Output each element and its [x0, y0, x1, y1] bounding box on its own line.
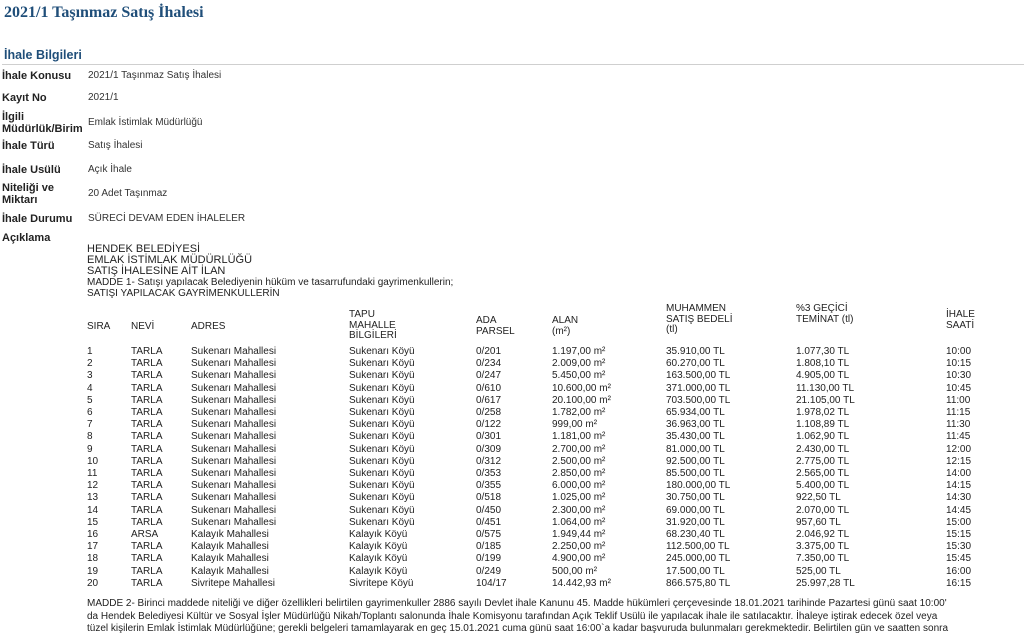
info-label: İhale Usülü — [2, 164, 61, 176]
table-cell-alan: 6.000,00 m² — [552, 480, 606, 492]
footer-line: da Hendek Belediyesi Kültür ve Sosyal İşler Müdürlüğü Nikah/Toplantı salonunda İhale Komisyonu tarafından Açık Teklif Usülü ile yapılacak ihale ile satılacaktır. İhaleye iştirak edecek özel veya — [87, 610, 938, 622]
table-cell-bedel: 112.500,00 TL — [666, 541, 730, 553]
table-cell-adres: Sukenarı Mahallesi — [191, 468, 277, 479]
table-cell-saat: 11:00 — [946, 394, 971, 406]
table-cell-ada: 0/575 — [476, 529, 502, 540]
table-row — [87, 358, 997, 370]
table-cell-tapu: Sukenarı Köyü — [349, 468, 415, 479]
table-cell-adres: Sukenarı Mahallesi — [191, 516, 277, 528]
table-cell-ada: 0/312 — [476, 455, 502, 467]
table-cell-alan: 14.442,93 m² — [552, 577, 611, 589]
info-value: Emlak İstimlak Müdürlüğü — [88, 117, 203, 128]
table-row — [87, 468, 997, 480]
table-cell-nevi: TARLA — [131, 358, 163, 370]
table-cell-alan: 1.064,00 m² — [552, 516, 606, 528]
table-cell-ada: 0/199 — [476, 553, 502, 565]
table-cell-nevi: TARLA — [131, 468, 163, 479]
col-header-teminat: %3 GEÇİCİ TEMİNAT (tl) — [796, 303, 854, 325]
table-cell-ada: 0/201 — [476, 346, 502, 357]
table-cell-ada: 0/610 — [476, 382, 502, 394]
table-cell-tapu: Sukenarı Köyü — [349, 346, 415, 357]
table-cell-tapu: Kalayık Köyü — [349, 553, 408, 565]
table-cell-alan: 2.500,00 m² — [552, 455, 606, 467]
info-value: 2021/1 Taşınmaz Satış İhalesi — [88, 70, 222, 81]
table-cell-ada: 0/185 — [476, 541, 502, 553]
table-cell-tapu: Sukenarı Köyü — [349, 382, 415, 394]
table-cell-nevi: TARLA — [131, 346, 163, 357]
table-cell-ada: 0/309 — [476, 443, 502, 455]
info-value: Satış İhalesi — [88, 140, 143, 151]
table-row — [87, 517, 997, 529]
table-cell-adres: Sukenarı Mahallesi — [191, 419, 277, 431]
table-cell-teminat: 525,00 TL — [796, 565, 841, 577]
table-cell-saat: 12:00 — [946, 443, 972, 455]
col-header-nevi: NEVİ — [131, 321, 155, 332]
table-cell-tapu: Sukenarı Köyü — [349, 504, 415, 516]
table-cell-bedel: 35.430,00 TL — [666, 431, 725, 443]
table-row — [87, 492, 997, 504]
table-cell-tapu: Sukenarı Köyü — [349, 443, 415, 455]
table-cell-adres: Sivritepe Mahallesi — [191, 577, 275, 589]
table-cell-adres: Sukenarı Mahallesi — [191, 443, 277, 455]
table-cell-teminat: 1.062,90 TL — [796, 431, 850, 443]
table-cell-bedel: 92.500,00 TL — [666, 455, 725, 467]
table-cell-sira: 4 — [87, 382, 93, 394]
table-cell-bedel: 36.963,00 TL — [666, 419, 725, 431]
table-cell-nevi: TARLA — [131, 565, 163, 577]
table-row — [87, 578, 997, 590]
footer-text — [87, 598, 1019, 636]
table-cell-ada: 0/247 — [476, 370, 502, 382]
info-value: 2021/1 — [88, 92, 119, 103]
table-cell-nevi: TARLA — [131, 443, 163, 455]
table-cell-adres: Sukenarı Mahallesi — [191, 382, 277, 394]
table-cell-sira: 8 — [87, 431, 93, 443]
table-cell-alan: 2.009,00 m² — [552, 358, 606, 370]
table-cell-adres: Sukenarı Mahallesi — [191, 346, 277, 357]
description-header-line: EMLAK İSTİMLAK MÜDÜRLÜĞÜ — [87, 254, 253, 266]
table-cell-alan: 1.197,00 m² — [552, 346, 606, 357]
table-cell-adres: Kalayık Mahallesi — [191, 553, 269, 565]
table-cell-adres: Kalayık Mahallesi — [191, 541, 269, 553]
table-cell-saat: 15:15 — [946, 529, 972, 540]
table-cell-sira: 17 — [87, 541, 99, 553]
table-cell-nevi: TARLA — [131, 480, 163, 492]
table-cell-adres: Sukenarı Mahallesi — [191, 455, 277, 467]
table-cell-sira: 20 — [87, 577, 99, 589]
description-header-line: HENDEK BELEDİYESİ — [87, 243, 201, 255]
info-value: Açık İhale — [88, 164, 132, 175]
table-cell-adres: Sukenarı Mahallesi — [191, 492, 277, 504]
info-value: SÜRECİ DEVAM EDEN İHALELER — [88, 213, 246, 224]
table-cell-teminat: 11.130,00 TL — [796, 382, 855, 394]
table-cell-alan: 1.949,44 m² — [552, 529, 606, 540]
table-cell-teminat: 4.905,00 TL — [796, 370, 850, 382]
table-cell-nevi: TARLA — [131, 455, 163, 467]
table-cell-bedel: 35.910,00 TL — [666, 346, 725, 357]
table-cell-sira: 15 — [87, 516, 99, 528]
table-cell-bedel: 703.500,00 TL — [666, 394, 731, 406]
col-header-bedel: MUHAMMEN SATIŞ BEDELİ (tl) — [666, 303, 733, 335]
table-cell-tapu: Sukenarı Köyü — [349, 358, 415, 370]
table-cell-teminat: 2.565,00 TL — [796, 468, 850, 479]
table-cell-sira: 19 — [87, 565, 99, 577]
table-cell-nevi: TARLA — [131, 394, 163, 406]
table-cell-tapu: Sukenarı Köyü — [349, 492, 415, 504]
table-cell-saat: 15:30 — [946, 541, 972, 553]
table-cell-adres: Sukenarı Mahallesi — [191, 370, 277, 382]
table-row — [87, 407, 997, 419]
table-cell-tapu: Sukenarı Köyü — [349, 370, 415, 382]
table-cell-tapu: Kalayık Köyü — [349, 541, 408, 553]
table-cell-adres: Sukenarı Mahallesi — [191, 480, 277, 492]
table-cell-bedel: 31.920,00 TL — [666, 516, 725, 528]
table-cell-tapu: Sukenarı Köyü — [349, 480, 415, 492]
table-cell-sira: 12 — [87, 480, 99, 492]
table-cell-saat: 10:15 — [946, 358, 972, 370]
table-cell-ada: 0/450 — [476, 504, 502, 516]
table-cell-saat: 11:45 — [946, 431, 971, 443]
info-label: İhale Konusu — [2, 70, 72, 82]
table-cell-saat: 11:30 — [946, 419, 971, 431]
table-cell-saat: 14:45 — [946, 504, 972, 516]
table-cell-tapu: Sivritepe Köyü — [349, 577, 414, 589]
table-cell-sira: 18 — [87, 553, 99, 565]
table-cell-bedel: 371.000,00 TL — [666, 382, 731, 394]
table-cell-nevi: TARLA — [131, 553, 163, 565]
description-paragraph-line: SATIŞI YAPILACAK GAYRİMENKULLERİN — [87, 288, 280, 299]
table-cell-bedel: 85.500,00 TL — [666, 468, 725, 479]
table-cell-bedel: 69.000,00 TL — [666, 504, 725, 516]
table-cell-nevi: TARLA — [131, 407, 163, 418]
table-cell-sira: 13 — [87, 492, 99, 504]
table-cell-adres: Kalayık Mahallesi — [191, 529, 269, 540]
table-row — [87, 566, 997, 578]
info-value: 20 Adet Taşınmaz — [88, 188, 168, 199]
info-label: İlgili Müdürlük/Birim — [2, 111, 83, 135]
table-cell-adres: Sukenarı Mahallesi — [191, 358, 277, 370]
table-cell-alan: 2.250,00 m² — [552, 541, 606, 553]
table-row — [87, 346, 997, 358]
table-cell-tapu: Sukenarı Köyü — [349, 516, 415, 528]
page-title: 2021/1 Taşınmaz Satış İhalesi — [4, 4, 204, 21]
info-label: İhale Türü — [2, 140, 55, 152]
table-cell-tapu: Sukenarı Köyü — [349, 394, 415, 406]
table-cell-tapu: Kalayık Köyü — [349, 565, 408, 577]
info-label: İhale Durumu — [2, 213, 73, 225]
table-cell-ada: 0/249 — [476, 565, 502, 577]
table-cell-ada: 0/234 — [476, 358, 502, 370]
table-cell-sira: 3 — [87, 370, 93, 382]
table-cell-teminat: 1.808,10 TL — [796, 358, 850, 370]
table-cell-ada: 0/617 — [476, 394, 502, 406]
table-cell-saat: 14:00 — [946, 468, 972, 479]
table-cell-saat: 10:30 — [946, 370, 972, 382]
table-cell-bedel: 180.000,00 TL — [666, 480, 731, 492]
table-cell-teminat: 3.375,00 TL — [796, 541, 850, 553]
col-header-adres: ADRES — [191, 321, 226, 332]
table-cell-bedel: 65.934,00 TL — [666, 407, 725, 418]
table-row — [87, 480, 997, 492]
footer-line: tüzel kişilerin Emlak İstimlak Müdürlüğüne; gerekli belgeleri tamamlayarak en geç 15.01.2021 cuma günü saat 16:00`a kadar başvuruda bulunmaları gerekmektedir. Belirtilen gün ve saatten sonra — [87, 623, 949, 635]
table-row — [87, 431, 997, 443]
col-header-alan: ALAN (m²) — [552, 315, 579, 337]
table-cell-sira: 7 — [87, 419, 93, 431]
table-cell-ada: 0/353 — [476, 468, 502, 479]
table-cell-nevi: TARLA — [131, 541, 163, 553]
table-cell-alan: 999,00 m² — [552, 419, 598, 431]
table-cell-bedel: 245.000,00 TL — [666, 553, 731, 565]
table-cell-ada: 0/122 — [476, 419, 502, 431]
table-cell-ada: 0/258 — [476, 407, 502, 418]
description — [87, 244, 1022, 299]
table-cell-saat: 15:00 — [946, 516, 972, 528]
table-cell-teminat: 7.350,00 TL — [796, 553, 850, 565]
table-row — [87, 370, 997, 382]
table-cell-sira: 9 — [87, 443, 93, 455]
table-cell-alan: 500,00 m² — [552, 565, 598, 577]
table-row — [87, 456, 997, 468]
table-cell-bedel: 81.000,00 TL — [666, 443, 725, 455]
table-cell-teminat: 2.046,92 TL — [796, 529, 850, 540]
table-cell-saat: 10:45 — [946, 382, 972, 394]
table-cell-ada: 0/355 — [476, 480, 502, 492]
table-cell-adres: Sukenarı Mahallesi — [191, 504, 277, 516]
table-cell-teminat: 2.775,00 TL — [796, 455, 850, 467]
table-cell-alan: 1.782,00 m² — [552, 407, 606, 418]
table-cell-saat: 16:15 — [946, 577, 972, 589]
table-cell-alan: 20.100,00 m² — [552, 394, 611, 406]
table-cell-teminat: 957,60 TL — [796, 516, 841, 528]
table-cell-sira: 2 — [87, 358, 93, 370]
table-cell-tapu: Kalayık Köyü — [349, 529, 408, 540]
table-row — [87, 553, 997, 565]
table-cell-tapu: Sukenarı Köyü — [349, 455, 415, 467]
col-header-saat: İHALE SAATİ — [946, 309, 975, 331]
table-cell-sira: 6 — [87, 407, 93, 418]
table-cell-nevi: TARLA — [131, 370, 163, 382]
table-cell-alan: 5.450,00 m² — [552, 370, 606, 382]
table-row — [87, 419, 997, 431]
table-cell-alan: 10.600,00 m² — [552, 382, 611, 394]
table-cell-adres: Sukenarı Mahallesi — [191, 431, 277, 443]
table-row — [87, 505, 997, 517]
info-label: Açıklama — [2, 232, 51, 244]
table-cell-saat: 10:00 — [946, 346, 972, 357]
table-cell-teminat: 25.997,28 TL — [796, 577, 855, 589]
table-cell-alan: 4.900,00 m² — [552, 553, 606, 565]
table-cell-bedel: 30.750,00 TL — [666, 492, 725, 504]
table-cell-teminat: 5.400,00 TL — [796, 480, 850, 492]
table-cell-nevi: TARLA — [131, 577, 163, 589]
table-cell-adres: Sukenarı Mahallesi — [191, 407, 277, 418]
description-paragraph-line: MADDE 1- Satışı yapılacak Belediyenin hüküm ve tasarrufundaki gayrimenkullerin; — [87, 277, 454, 288]
table-row — [87, 529, 997, 541]
col-header-tapu: TAPU MAHALLE BİLGİLERİ — [349, 309, 397, 341]
table-cell-sira: 5 — [87, 394, 93, 406]
table-cell-tapu: Sukenarı Köyü — [349, 419, 415, 431]
table-cell-adres: Sukenarı Mahallesi — [191, 394, 277, 406]
table-cell-bedel: 60.270,00 TL — [666, 358, 725, 370]
table-cell-teminat: 2.430,00 TL — [796, 443, 850, 455]
col-header-sira: SIRA — [87, 321, 111, 332]
table-row — [87, 395, 997, 407]
table-cell-ada: 0/451 — [476, 516, 502, 528]
table-row — [87, 383, 997, 395]
table-cell-nevi: ARSA — [131, 529, 159, 540]
section-divider — [2, 64, 1024, 65]
table-cell-alan: 2.700,00 m² — [552, 443, 606, 455]
table-cell-sira: 1 — [87, 346, 93, 357]
table-cell-ada: 0/518 — [476, 492, 502, 504]
table-cell-tapu: Sukenarı Köyü — [349, 431, 415, 443]
table-cell-alan: 1.025,00 m² — [552, 492, 606, 504]
table-cell-adres: Kalayık Mahallesi — [191, 565, 269, 577]
description-header-line: SATIŞ İHALESİNE AİT İLAN — [87, 265, 226, 277]
table-cell-alan: 2.850,00 m² — [552, 468, 606, 479]
table-cell-nevi: TARLA — [131, 492, 163, 504]
table-cell-sira: 16 — [87, 529, 99, 540]
table-cell-teminat: 2.070,00 TL — [796, 504, 850, 516]
table-cell-teminat: 1.978,02 TL — [796, 407, 850, 418]
table-cell-alan: 1.181,00 m² — [552, 431, 606, 443]
table-cell-saat: 14:15 — [946, 480, 972, 492]
table-row — [87, 541, 997, 553]
table-cell-saat: 16:00 — [946, 565, 972, 577]
table-row — [87, 444, 997, 456]
table-cell-sira: 11 — [87, 468, 98, 479]
table-cell-nevi: TARLA — [131, 516, 163, 528]
table-cell-saat: 15:45 — [946, 553, 972, 565]
table-cell-bedel: 163.500,00 TL — [666, 370, 731, 382]
table-cell-saat: 11:15 — [946, 407, 971, 418]
table-cell-teminat: 1.108,89 TL — [796, 419, 850, 431]
table-cell-sira: 10 — [87, 455, 99, 467]
table-cell-alan: 2.300,00 m² — [552, 504, 606, 516]
table-cell-saat: 14:30 — [946, 492, 972, 504]
table-cell-nevi: TARLA — [131, 382, 163, 394]
info-label: Kayıt No — [2, 92, 47, 104]
col-header-ada-parsel: ADA PARSEL — [476, 315, 515, 337]
table-cell-teminat: 21.105,00 TL — [796, 394, 855, 406]
table-cell-ada: 0/301 — [476, 431, 502, 443]
table-cell-saat: 12:15 — [946, 455, 972, 467]
table-cell-teminat: 1.077,30 TL — [796, 346, 850, 357]
table-cell-bedel: 68.230,40 TL — [666, 529, 725, 540]
table-cell-sira: 14 — [87, 504, 99, 516]
table-cell-teminat: 922,50 TL — [796, 492, 841, 504]
footer-line: MADDE 2- Birinci maddede niteliği ve diğer özellikleri belirtilen gayrimenkuller 2886 sayılı Devlet ihale Kanunu 45. Madde hükümleri çerçevesinde 18.01.2021 tarihinde Pazartesi günü saat 10:00' — [87, 598, 947, 609]
table-cell-bedel: 17.500,00 TL — [666, 565, 725, 577]
table-cell-nevi: TARLA — [131, 504, 163, 516]
info-label: Niteliği ve Miktarı — [2, 182, 54, 206]
table-cell-ada: 104/17 — [476, 577, 507, 589]
table-cell-tapu: Sukenarı Köyü — [349, 407, 415, 418]
section-title: İhale Bilgileri — [4, 48, 82, 62]
table-cell-nevi: TARLA — [131, 419, 163, 431]
table-cell-bedel: 866.575,80 TL — [666, 577, 731, 589]
table-cell-nevi: TARLA — [131, 431, 163, 443]
